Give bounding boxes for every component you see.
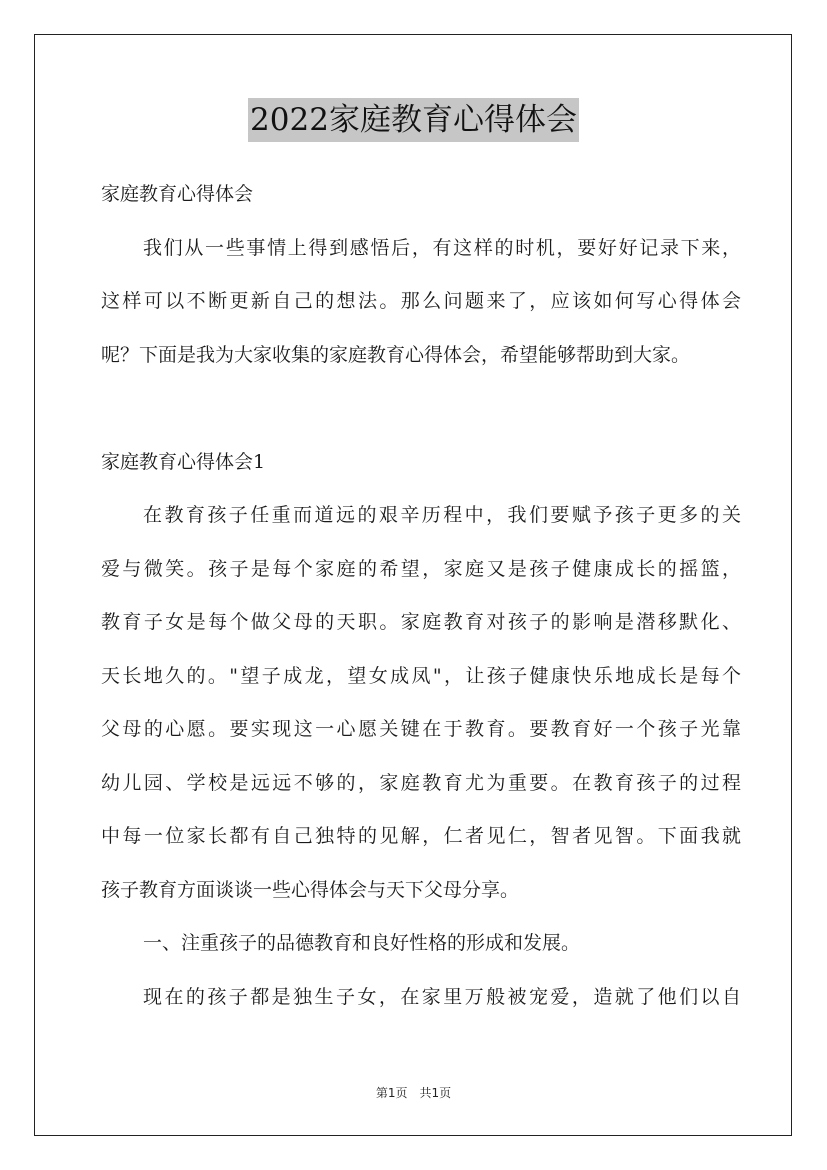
page-number: 第1页 共1页 (375, 1086, 452, 1100)
intro-line: 我们从一些事情上得到感悟后，有这样的时机，要好好记录下来， (143, 236, 741, 259)
paragraph-line: 中每一位家长都有自己独特的见解，仁者见仁，智者见智。下面我就 (101, 825, 741, 847)
paragraph-line: 天长地久的。"望子成龙，望女成凤"，让孩子健康快乐地成长是每个 (101, 664, 741, 687)
intro-line: 呢？下面是我为大家收集的家庭教育心得体会，希望能够帮助到大家。 (101, 343, 691, 366)
paragraph-line: 现在的孩子都是独生子女，在家里万般被宠爱，造就了他们以自 (143, 985, 741, 1008)
paragraph-line: 在教育孩子任重而道远的艰辛历程中，我们要赋予孩子更多的关 (143, 504, 741, 526)
section-heading: 家庭教育心得体会1 (101, 450, 266, 473)
document-body (101, 168, 741, 1024)
intro-line: 这样可以不断更新自己的想法。那么问题来了，应该如何写心得体会 (101, 290, 741, 312)
paragraph-line: 爱与微笑。孩子是每个家庭的希望，家庭又是孩子健康成长的摇篮， (101, 557, 741, 580)
subheading: 家庭教育心得体会 (101, 183, 254, 205)
paragraph-spacer (101, 382, 741, 436)
paragraph-line: 孩子教育方面谈谈一些心得体会与天下父母分享。 (101, 878, 520, 901)
document-title (0, 98, 827, 142)
paragraph-line: 教育子女是每个做父母的天职。家庭教育对孩子的影响是潜移默化、 (101, 611, 741, 633)
paragraph-line: 幼儿园、学校是远远不够的，家庭教育尤为重要。在教育孩子的过程 (101, 771, 741, 794)
paragraph-line: 父母的心愿。要实现这一心愿关键在于教育。要教育好一个孩子光靠 (101, 718, 741, 740)
point-heading: 一、注重孩子的品德教育和良好性格的形成和发展。 (143, 932, 581, 954)
document-title-text: 2022家庭教育心得体会 (248, 98, 579, 142)
